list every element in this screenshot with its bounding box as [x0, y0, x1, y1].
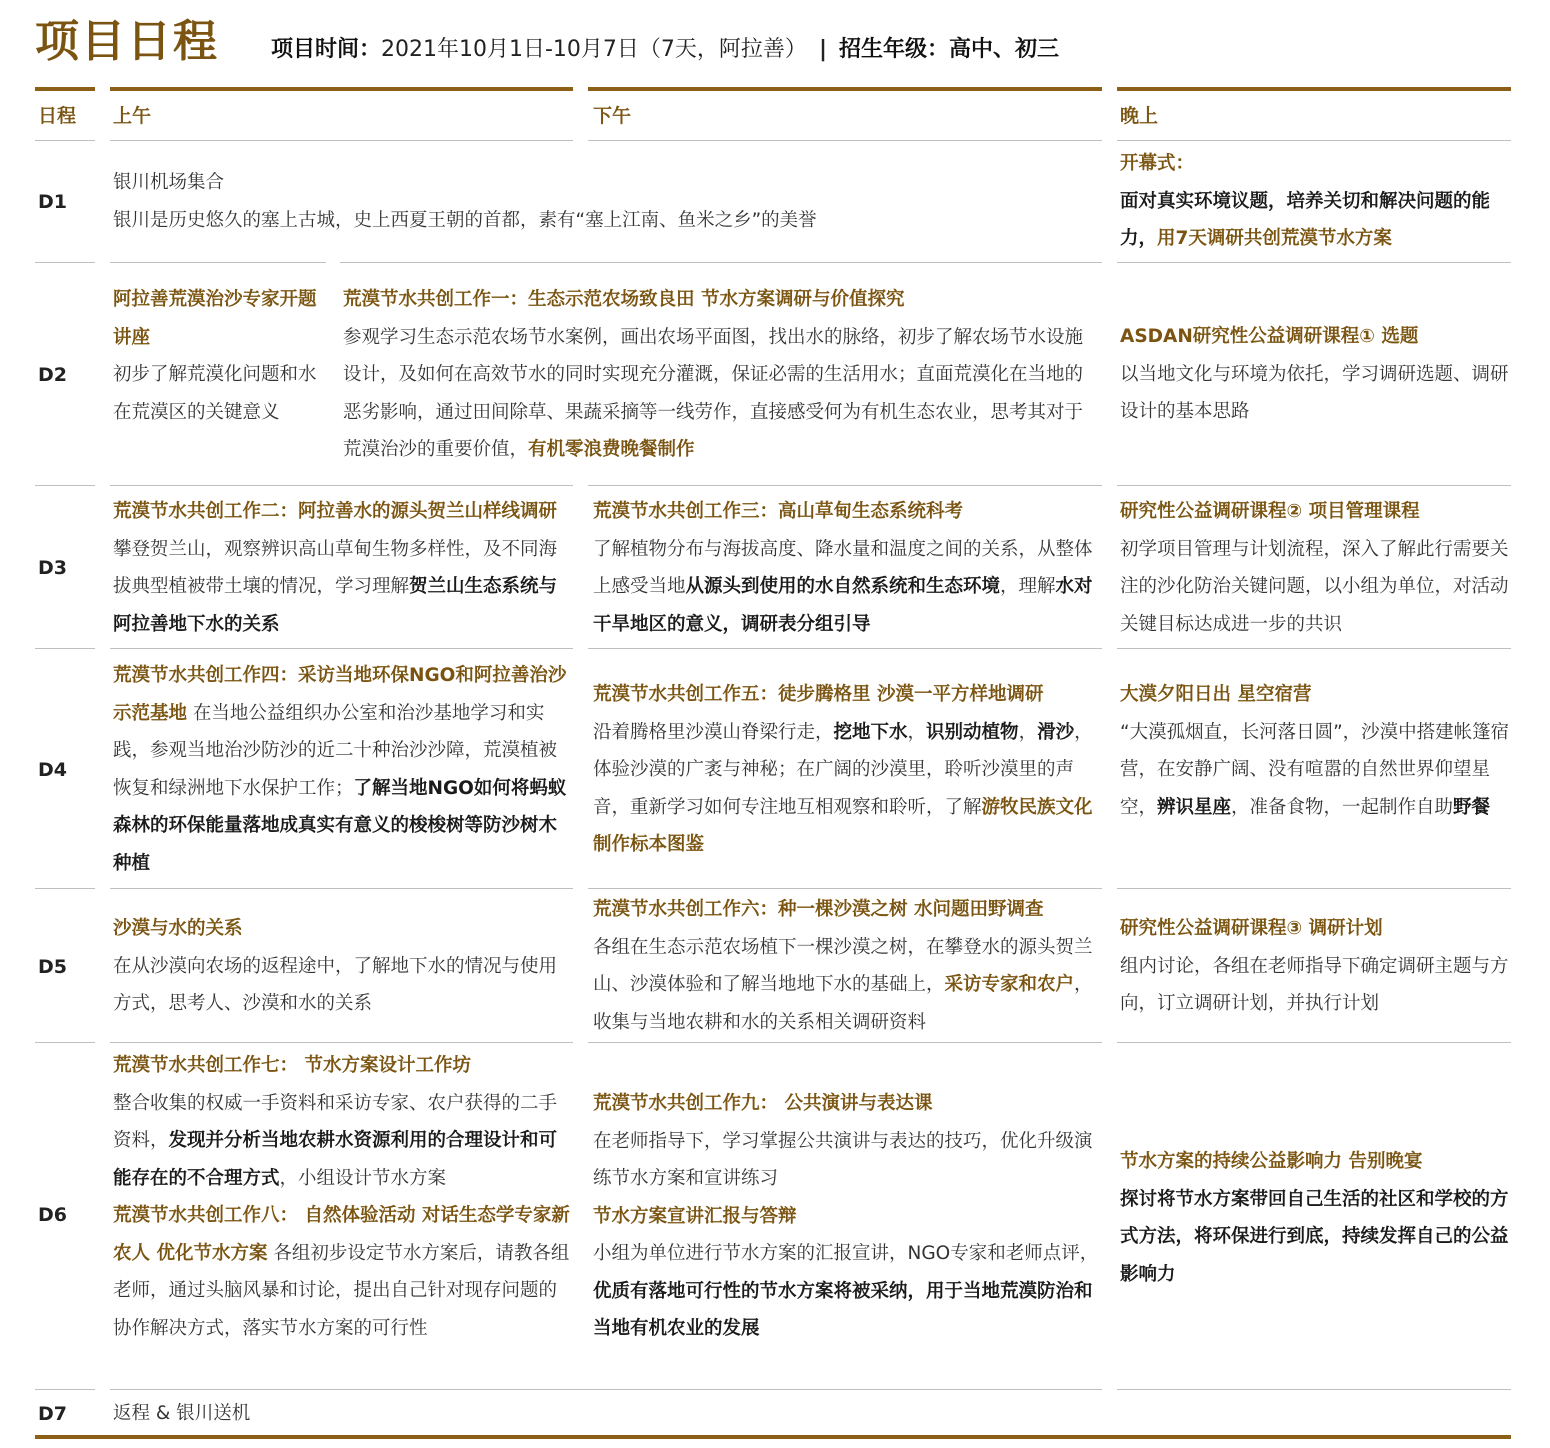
d6-morning-text3: 各组初步设定节水方案后，请教各组老师，通过头脑风暴和讨论，提出自己针对现存问题的协作解决方式，落实节水方案的可行性 [113, 1242, 570, 1339]
d5-morning-cell [113, 910, 573, 1023]
d5-afternoon-highlight: 采访专家和农户 [944, 974, 1075, 995]
header-separator: | [818, 37, 827, 62]
time-value: 2021年10月1日-10月7日（7天，阿拉善） [381, 37, 807, 62]
d4-evening-title: 大漠夕阳日出 星空宿营 [1120, 684, 1312, 705]
d2-morning-cell [113, 281, 326, 431]
page-title: 项目日程 [35, 16, 219, 67]
d4-afternoon-cell [593, 676, 1101, 864]
d5-evening-title: 研究性公益调研课程③ 调研计划 [1120, 918, 1383, 939]
d3-afternoon-bold1: 从源头到使用的水自然系统和生态环境 [685, 576, 1001, 597]
d4-morning-title: 荒漠节水共创工作四：采访当地环保NGO和阿拉善治沙示范基地 [113, 665, 567, 724]
header-line-afternoon [588, 140, 1102, 141]
header-meta [271, 20, 1059, 80]
row-line-d4-day [35, 888, 95, 889]
header-line-evening [1117, 140, 1511, 141]
d3-afternoon-text2: ，理解 [1000, 576, 1056, 597]
d3-afternoon-bold2: 水对干旱地区的意义，调研表分组引导 [593, 576, 1093, 635]
d2-evening-title: ASDAN研究性公益调研课程① 选题 [1120, 326, 1419, 347]
d7-morning-cell: 返程 & 银川送机 [113, 1403, 251, 1424]
day-label-d6: D6 [38, 1204, 67, 1226]
d1-evening-title: 开幕式： [1120, 153, 1195, 174]
d3-evening-cell [1120, 493, 1510, 643]
top-rule-morning [110, 87, 573, 91]
row-line-d6-day [35, 1389, 95, 1390]
d4-evening-text1: “大漠孤烟直，长河落日圆”，沙漠中搭建帐篷宿营，在安静广阔、没有喧嚣的自然世界仰望星空， [1120, 721, 1510, 818]
top-rule-evening [1117, 87, 1511, 91]
d2-morning-title: 阿拉善荒漠治沙专家开题讲座 [113, 289, 317, 348]
row-line-d3-day [35, 648, 95, 649]
row-line-d5-day [35, 1042, 95, 1043]
row-line-d5-morning [110, 1042, 573, 1043]
d3-afternoon-cell [593, 493, 1101, 643]
d4-afternoon-text1: 沿着腾格里沙漠山脊梁行走， [593, 721, 834, 743]
d6-afternoon-title2: 节水方案宣讲汇报与答辩 [593, 1205, 797, 1227]
day-label-d3: D3 [38, 557, 67, 579]
d2-evening-text: 以当地文化与环境为依托，学习调研选题、调研设计的基本思路 [1120, 363, 1509, 422]
row-line-d5-evening [1117, 1042, 1511, 1043]
row-line-d3-evening [1117, 648, 1511, 649]
row-line-d1-evening [1117, 262, 1511, 263]
d6-morning-text1: 整合收集的权威一手资料和采访专家、农户获得的二手资料， [113, 1092, 558, 1151]
bottom-rule [35, 1435, 1511, 1439]
row-line-d6-morning [110, 1389, 1102, 1390]
d6-evening-cell [1120, 1143, 1510, 1293]
row-line-d3-morning [110, 648, 573, 649]
d4-afternoon-text2: ， [907, 721, 927, 743]
day-label-d1: D1 [38, 191, 67, 213]
d5-afternoon-text1: 各组在生态示范农场植下一棵沙漠之树，在攀登水的源头贺兰山、沙漠体验和了解当地地下水的基础上， [593, 936, 1093, 995]
d1-evening-cell [1120, 145, 1510, 258]
d6-morning-title1: 荒漠节水共创工作七： 节水方案设计工作坊 [113, 1055, 471, 1076]
d1-evening-text: 面对真实环境议题，培养关切和解决问题的能力， [1120, 190, 1491, 249]
header-line-morning [110, 140, 573, 141]
d4-afternoon-title: 荒漠节水共创工作五：徒步腾格里 沙漠一平方样地调研 [593, 684, 1044, 705]
d6-morning-bold1: 发现并分析当地农耕水资源利用的合理设计和可能存在的不合理方式 [113, 1130, 558, 1189]
d6-afternoon-text1: 在老师指导下，学习掌握公共演讲与表达的技巧，优化升级演练节水方案和宣讲练习 [593, 1130, 1093, 1189]
d6-evening-title: 节水方案的持续公益影响力 告别晚宴 [1120, 1151, 1423, 1172]
d2-afternoon-title: 荒漠节水共创工作一：生态示范农场致良田 节水方案调研与价值探究 [343, 289, 905, 310]
d2-morning-text: 初步了解荒漠化问题和水在荒漠区的关键意义 [113, 364, 317, 423]
row-line-d2-afternoon [588, 485, 1102, 486]
d5-evening-text: 组内讨论，各组在老师指导下确定调研主题与方向，订立调研计划，并执行计划 [1120, 955, 1509, 1014]
row-line-d4-afternoon [588, 888, 1102, 889]
d5-morning-text: 在从沙漠向农场的返程途中，了解地下水的情况与使用方式，思考人、沙漠和水的关系 [113, 955, 558, 1014]
d2-evening-cell [1120, 318, 1510, 431]
d2-afternoon-cell [343, 281, 1100, 469]
d6-morning-title2: 荒漠节水共创工作八： 自然体验活动 对话生态学专家新农人 优化节水方案 [113, 1205, 570, 1264]
d3-evening-text: 初学项目管理与计划流程，深入了解此行需要关注的沙化防治关键问题，以小组为单位，对活动关键目标达成进一步的共识 [1120, 538, 1509, 635]
d4-afternoon-text3: ， [1018, 721, 1038, 743]
row-line-d2-morning [110, 485, 573, 486]
d6-afternoon-title1: 荒漠节水共创工作九： 公共演讲与表达课 [593, 1093, 933, 1114]
d3-morning-bold: 贺兰山生态系统与阿拉善地下水的关系 [113, 576, 558, 635]
d3-afternoon-title: 荒漠节水共创工作三：高山草甸生态系统科考 [593, 501, 964, 522]
d5-afternoon-text2: ，收集与当地农耕和水的关系相关调研资料 [593, 974, 1093, 1033]
d3-morning-cell [113, 493, 573, 643]
d3-evening-title: 研究性公益调研课程② 项目管理课程 [1120, 501, 1420, 522]
d4-afternoon-bold1: 挖地下水 [833, 721, 908, 743]
d4-morning-text: 在当地公益组织办公室和治沙基地学习和实践，参观当地治沙防沙的近二十种治沙沙障，荒漠植被恢复和绿洲地下水保护工作； [113, 702, 558, 799]
d1-morning-line1: 银川机场集合 [113, 172, 225, 193]
column-header-day: 日程 [38, 105, 77, 127]
d4-morning-bold: 了解当地NGO如何将蚂蚁森林的环保能量落地成真实有意义的梭梭树等防沙树木种植 [113, 777, 567, 874]
d5-morning-title: 沙漠与水的关系 [113, 918, 243, 939]
row-line-d5-afternoon [588, 1042, 1102, 1043]
d5-afternoon-title: 荒漠节水共创工作六：种一棵沙漠之树 水问题田野调查 [593, 899, 1044, 920]
row-line-d3-afternoon [588, 648, 1102, 649]
time-label: 项目时间： [271, 37, 382, 62]
row-line-d6-evening [1117, 1389, 1511, 1390]
d1-morning-cell [113, 164, 1098, 239]
d4-evening-cell [1120, 676, 1510, 826]
d1-evening-highlight: 用7天调研共创荒漠节水方案 [1157, 228, 1392, 249]
top-rule-day [35, 87, 95, 91]
page-header [35, 12, 1059, 72]
day-label-d5: D5 [38, 956, 67, 978]
row-line-d4-evening [1117, 888, 1511, 889]
column-header-evening: 晚上 [1120, 105, 1159, 127]
row-line-d1-day [35, 262, 95, 263]
d1-morning-line2: 银川是历史悠久的塞上古城，史上西夏王朝的首都，素有“塞上江南、鱼米之乡”的美誉 [113, 209, 817, 231]
row-line-d1-morning [110, 262, 326, 263]
header-line-day [35, 140, 95, 141]
row-line-d2-evening [1117, 485, 1511, 486]
d6-evening-bold: 探讨将节水方案带回自己生活的社区和学校的方式方法，将环保进行到底，持续发挥自己的公益影响力 [1120, 1188, 1509, 1285]
d4-morning-cell [113, 657, 573, 882]
d4-afternoon-bold2: 识别动植物 [926, 721, 1019, 743]
row-line-d2-day [35, 485, 95, 486]
d3-morning-text: 攀登贺兰山，观察辨识高山草甸生物多样性，及不同海拔典型植被带土壤的情况，学习理解 [113, 538, 558, 597]
grade-value: 高中、初三 [949, 37, 1060, 62]
d2-afternoon-highlight: 有机零浪费晚餐制作 [528, 439, 695, 460]
d4-evening-text2: ，准备食物，一起制作自助 [1231, 796, 1454, 818]
day-label-d4: D4 [38, 759, 67, 781]
d6-afternoon-cell [593, 1085, 1101, 1348]
d4-afternoon-highlight: 游牧民族文化 制作标本图鉴 [593, 796, 1093, 855]
d2-afternoon-text: 参观学习生态示范农场节水案例，画出农场平面图，找出水的脉络，初步了解农场节水设施设计，及如何在高效节水的同时实现充分灌溉，保证必需的生活用水；直面荒漠化在当地的恶劣影响，通过田间除草、果蔬采摘等一线劳作，直接感受何为有机生态农业，思考其对于荒漠治沙的重要价值， [343, 326, 1084, 460]
row-line-d4-morning [110, 888, 573, 889]
d5-evening-cell [1120, 910, 1510, 1023]
day-label-d7: D7 [38, 1403, 67, 1425]
row-line-d1-afternoon [340, 262, 1102, 263]
d6-morning-cell [113, 1047, 573, 1347]
d3-afternoon-text1: 了解植物分布与海拔高度、降水量和温度之间的关系，从整体上感受当地 [593, 538, 1093, 597]
d3-morning-title: 荒漠节水共创工作二：阿拉善水的源头贺兰山样线调研 [113, 501, 558, 522]
grade-label: 招生年级： [838, 37, 949, 62]
d5-afternoon-cell [593, 891, 1101, 1041]
d6-morning-text2: ，小组设计节水方案 [279, 1167, 447, 1189]
column-header-afternoon: 下午 [593, 105, 632, 127]
day-label-d2: D2 [38, 364, 67, 386]
d6-afternoon-text2: 小组为单位进行节水方案的汇报宣讲，NGO专家和老师点评， [593, 1243, 1099, 1264]
d4-evening-bold1: 辨识星座 [1157, 796, 1232, 818]
d4-afternoon-text4: ，体验沙漠的广袤与神秘；在广阔的沙漠里，聆听沙漠里的声音，重新学习如何专注地互相观察和聆听，了解 [593, 721, 1093, 818]
column-header-morning: 上午 [113, 105, 152, 127]
d6-afternoon-bold2: 优质有落地可行性的节水方案将被采纳，用于当地荒漠防治和当地有机农业的发展 [593, 1280, 1093, 1339]
d4-afternoon-bold3: 滑沙 [1037, 721, 1075, 743]
top-rule-afternoon [588, 87, 1102, 91]
d4-evening-bold2: 野餐 [1453, 796, 1491, 818]
